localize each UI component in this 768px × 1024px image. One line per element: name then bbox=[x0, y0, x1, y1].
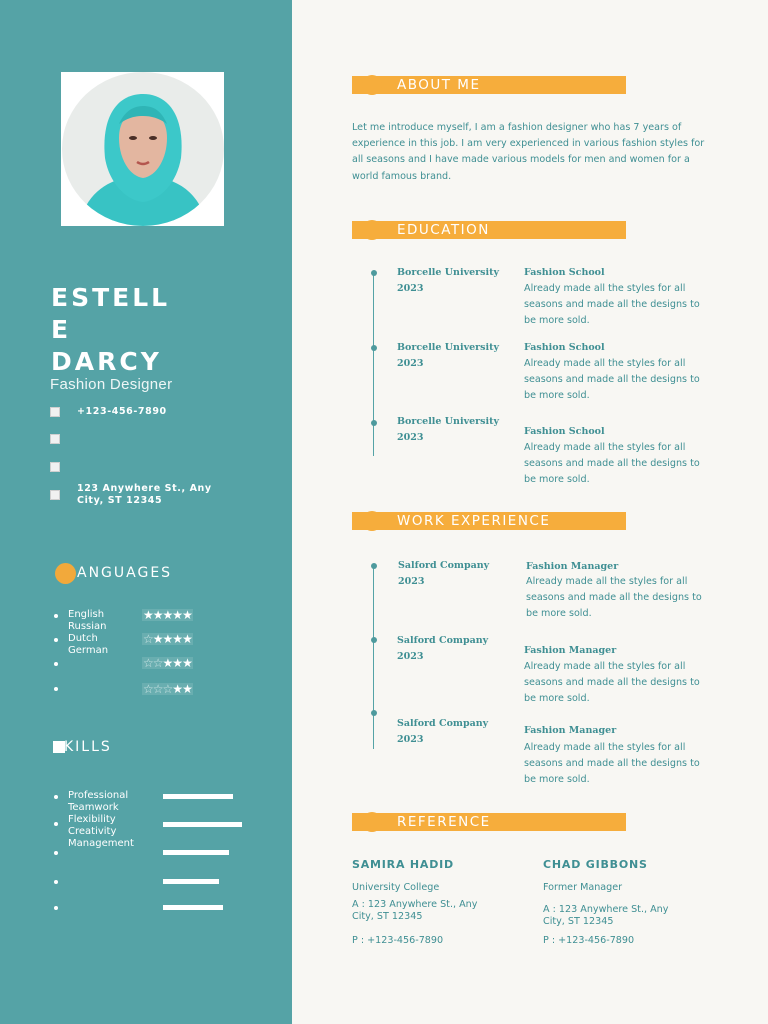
language-item: German bbox=[68, 645, 109, 656]
about-text: Let me introduce myself, I am a fashion designer who has 7 years of experience in this job. I am very experienced in various fashion styles for all seasons and I have made various models for men and women for a world famous brand. bbox=[352, 122, 705, 182]
skill-level-bar bbox=[163, 905, 223, 910]
education-entry-title: Fashion School bbox=[524, 426, 605, 437]
timeline-dot bbox=[371, 563, 377, 569]
star-icon: ★ bbox=[182, 682, 192, 696]
org-name: Salford Company bbox=[397, 635, 489, 646]
star-icon: ★ bbox=[182, 632, 192, 646]
name-line: ESTELL bbox=[51, 283, 171, 312]
work-entry-org bbox=[397, 633, 488, 665]
work-entry-desc: Already made all the styles for all seasons and made all the designs to be more sold. bbox=[524, 661, 700, 705]
org-name: Borcelle University bbox=[397, 342, 500, 353]
bullet bbox=[54, 851, 58, 855]
star-icon: ☆ bbox=[152, 656, 163, 670]
work-entry-title: Fashion Manager bbox=[524, 725, 617, 736]
work-entry-desc: Already made all the styles for all seasons and made all the designs to be more sold. bbox=[526, 576, 702, 620]
languages-heading: ANGUAGES bbox=[77, 565, 173, 581]
reference-phone: P : +123-456-7890 bbox=[352, 935, 444, 946]
address-text: 123 Anywhere St., Any City, ST 12345 bbox=[77, 483, 212, 506]
star-icon: ★ bbox=[162, 632, 173, 646]
language-rating bbox=[142, 657, 193, 669]
phone-icon bbox=[50, 407, 60, 417]
candidate-name bbox=[51, 282, 191, 378]
name-line: DARCY bbox=[51, 347, 162, 376]
skill-item: Creativity bbox=[68, 826, 117, 837]
bullet bbox=[54, 638, 58, 642]
reference-section-title: REFERENCE bbox=[397, 814, 491, 830]
about-section-bar bbox=[352, 76, 626, 94]
skill-level-bar bbox=[163, 879, 219, 884]
bullet bbox=[54, 880, 58, 884]
work-entry-title: Fashion Manager bbox=[526, 561, 619, 572]
education-entry-desc: Already made all the styles for all seasons and made all the designs to be more sold. bbox=[524, 442, 700, 486]
star-icon: ★ bbox=[172, 632, 183, 646]
skill-item: Flexibility bbox=[68, 814, 116, 825]
star-icon: ☆ bbox=[162, 682, 173, 696]
star-icon: ★ bbox=[152, 608, 163, 622]
work-entry-title: Fashion Manager bbox=[524, 645, 617, 656]
skill-item: Management bbox=[68, 838, 134, 849]
language-item: English bbox=[68, 609, 105, 620]
language-rating bbox=[142, 609, 193, 621]
language-rating bbox=[142, 683, 193, 695]
bullet bbox=[54, 906, 58, 910]
name-line: E bbox=[51, 315, 72, 344]
org-name: Borcelle University bbox=[397, 267, 500, 278]
org-name: Salford Company bbox=[397, 718, 489, 729]
org-year: 2023 bbox=[397, 283, 424, 294]
phone-number: +123-456-7890 bbox=[77, 406, 167, 417]
languages-badge-icon bbox=[55, 563, 76, 584]
work-entry-org bbox=[398, 558, 489, 590]
mail-icon bbox=[50, 434, 60, 444]
star-icon: ★ bbox=[143, 608, 153, 622]
languages-list bbox=[68, 609, 108, 657]
reference-name: SAMIRA HADID bbox=[352, 858, 454, 871]
reference-address: A : 123 Anywhere St., Any City, ST 12345 bbox=[352, 899, 478, 922]
reference-name: CHAD GIBBONS bbox=[543, 858, 648, 871]
about-section-circle-icon bbox=[362, 75, 382, 95]
star-icon: ★ bbox=[172, 656, 183, 670]
reference-section-circle-icon bbox=[362, 812, 382, 832]
bullet bbox=[54, 687, 58, 691]
skill-level-bar bbox=[163, 822, 242, 827]
language-rating bbox=[142, 633, 193, 645]
bullet bbox=[54, 614, 58, 618]
education-entry-org bbox=[397, 340, 499, 372]
org-year: 2023 bbox=[397, 432, 424, 443]
work-entry-org bbox=[397, 716, 488, 748]
star-icon: ☆ bbox=[152, 682, 163, 696]
star-icon: ☆ bbox=[143, 682, 153, 696]
education-timeline bbox=[373, 274, 374, 456]
sidebar bbox=[0, 0, 292, 1024]
timeline-dot bbox=[371, 637, 377, 643]
candidate-role: Fashion Designer bbox=[50, 376, 173, 393]
timeline-dot bbox=[371, 345, 377, 351]
skill-item: Professional bbox=[68, 790, 129, 801]
education-entry-org bbox=[397, 414, 499, 446]
skill-item: Teamwork bbox=[68, 802, 119, 813]
location-icon bbox=[50, 490, 60, 500]
education-entry-desc: Already made all the styles for all seasons and made all the designs to be more sold. bbox=[524, 358, 700, 402]
education-entry-title: Fashion School bbox=[524, 342, 605, 353]
skills-list bbox=[68, 790, 134, 850]
language-item: Dutch bbox=[68, 633, 98, 644]
star-icon: ★ bbox=[172, 608, 183, 622]
bullet bbox=[54, 795, 58, 799]
work-entry-desc: Already made all the styles for all seasons and made all the designs to be more sold. bbox=[524, 742, 700, 786]
star-icon: ☆ bbox=[143, 632, 153, 646]
skills-heading: KILLS bbox=[64, 739, 112, 755]
star-icon: ★ bbox=[152, 632, 163, 646]
org-name: Salford Company bbox=[398, 560, 490, 571]
profile-photo bbox=[61, 72, 224, 226]
org-year: 2023 bbox=[397, 358, 424, 369]
education-entry-org bbox=[397, 265, 499, 297]
reference-org: University College bbox=[352, 882, 440, 893]
work-timeline bbox=[373, 567, 374, 749]
reference-phone: P : +123-456-7890 bbox=[543, 935, 635, 946]
timeline-dot bbox=[371, 270, 377, 276]
org-year: 2023 bbox=[397, 734, 424, 745]
language-item: Russian bbox=[68, 621, 107, 632]
reference-address: A : 123 Anywhere St., Any City, ST 12345 bbox=[543, 904, 669, 927]
bullet bbox=[54, 662, 58, 666]
skill-level-bar bbox=[163, 794, 233, 799]
timeline-dot bbox=[371, 710, 377, 716]
education-section-title: EDUCATION bbox=[397, 222, 490, 238]
education-entry-desc: Already made all the styles for all seasons and made all the designs to be more sold. bbox=[524, 283, 700, 327]
org-year: 2023 bbox=[398, 576, 425, 587]
star-icon: ★ bbox=[182, 656, 192, 670]
star-icon: ☆ bbox=[143, 656, 153, 670]
bullet bbox=[54, 822, 58, 826]
work-section-circle-icon bbox=[362, 511, 382, 531]
star-icon: ★ bbox=[162, 608, 173, 622]
education-entry-title: Fashion School bbox=[524, 267, 605, 278]
timeline-dot bbox=[371, 420, 377, 426]
work-section-title: WORK EXPERIENCE bbox=[397, 513, 551, 529]
star-icon: ★ bbox=[172, 682, 183, 696]
globe-icon bbox=[50, 462, 60, 472]
org-name: Borcelle University bbox=[397, 416, 500, 427]
reference-org: Former Manager bbox=[543, 882, 623, 893]
star-icon: ★ bbox=[182, 608, 192, 622]
skill-level-bar bbox=[163, 850, 229, 855]
about-section-title: ABOUT ME bbox=[397, 77, 481, 93]
org-year: 2023 bbox=[397, 651, 424, 662]
education-section-circle-icon bbox=[362, 220, 382, 240]
star-icon: ★ bbox=[162, 656, 173, 670]
